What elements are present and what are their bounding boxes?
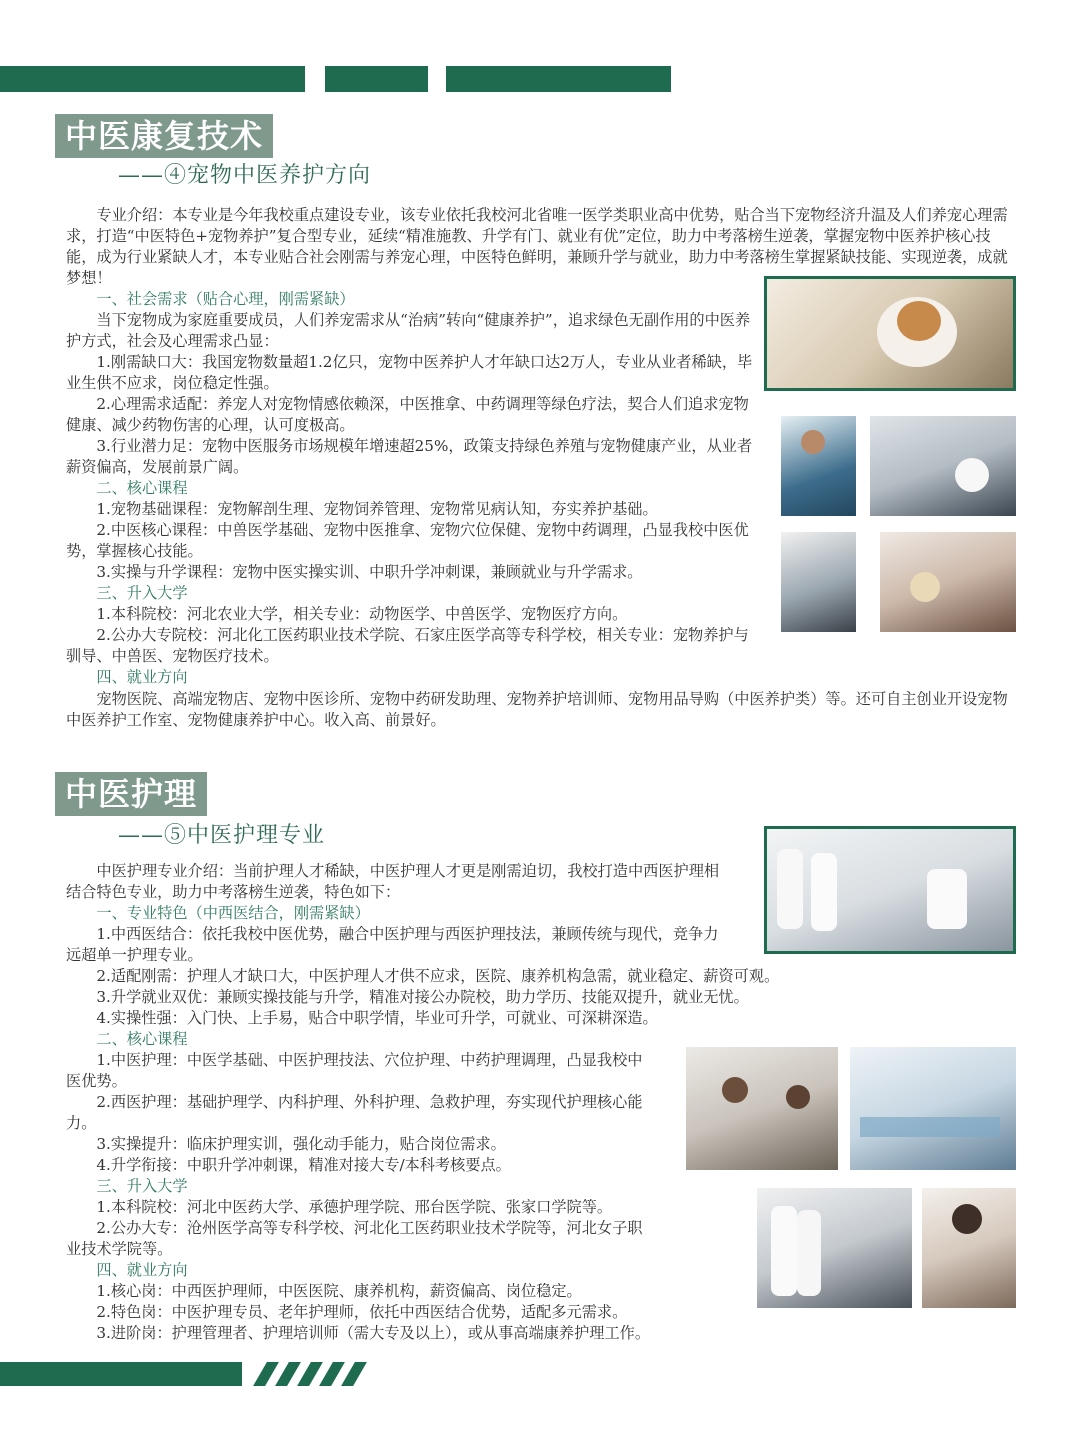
section1-head-1: 一、社会需求（贴合心理，刚需紧缺）	[96, 290, 355, 308]
section1-head-3: 三、升入大学	[96, 584, 188, 602]
nursing-class-photo	[764, 826, 1016, 954]
section2-para: 2.适配刚需：护理人才缺口大，中医护理人才供不应求，医院、康养机构急需，就业稳定、薪资可观。	[96, 967, 780, 985]
section1-head-2: 二、核心课程	[96, 479, 188, 497]
section1-para: 当下宠物成为家庭重要成员，人们养宠需求从“治病”转向“健康养护”，追求绿色无副作用的中医养护方式，社会及心理需求凸显：	[66, 311, 751, 350]
pet-care-photo-1	[781, 416, 856, 516]
section2-para: 3.进阶岗：护理管理者、护理培训师（需大专及以上），或从事高端康养护理工作。	[96, 1324, 651, 1342]
nursing-practice-photo-4	[922, 1188, 1016, 1308]
section2-body-top	[66, 861, 726, 966]
section-title-nursing: 中医护理	[55, 772, 207, 816]
pet-care-photo-3	[781, 532, 856, 632]
top-bar-left	[0, 66, 305, 92]
section2-head-2: 二、核心课程	[96, 1030, 188, 1048]
section2-body-mid	[66, 1029, 656, 1344]
section1-para: 2.心理需求适配：养宠人对宠物情感依赖深，中医推拿、中药调理等绿色疗法，契合人们追求宠物健康、减少药物伤害的心理，认可度极高。	[66, 395, 749, 434]
nursing-practice-photo-3	[757, 1188, 912, 1308]
section-title-rehab: 中医康复技术	[55, 114, 273, 158]
section2-para: 3.升学就业双优：兼顾实操技能与升学，精准对接公办院校，助力学历、技能双提升，就业无忧。	[96, 988, 749, 1006]
section1-body	[66, 289, 756, 688]
section1-head-4: 四、就业方向	[96, 668, 188, 686]
section1-para: 1.本科院校：河北农业大学，相关专业：动物医学、中兽医学、宠物医疗方向。	[96, 605, 628, 623]
section2-body-wide	[66, 966, 1016, 1029]
section1-para: 1.宠物基础课程：宠物解剖生理、宠物饲养管理、宠物常见病认知，夯实养护基础。	[96, 500, 658, 518]
top-bar-middle	[325, 66, 428, 92]
section2-para: 2.公办大专：沧州医学高等专科学校、河北化工医药职业技术学院等，河北女子职业技术学院等。	[66, 1219, 643, 1258]
footer-stripe	[341, 1362, 367, 1386]
footer-stripe	[275, 1362, 301, 1386]
section2-para: 2.西医护理：基础护理学、内科护理、外科护理、急救护理，夯实现代护理核心能力。	[66, 1093, 643, 1132]
section2-para: 1.本科院校：河北中医药大学、承德护理学院、邢台医学院、张家口学院等。	[96, 1198, 613, 1216]
footer-stripe	[253, 1362, 279, 1386]
section2-head-4: 四、就业方向	[96, 1261, 188, 1279]
section1-para: 2.中医核心课程：中兽医学基础、宠物中医推拿、宠物穴位保健、宠物中药调理，凸显我校中医优势，掌握核心技能。	[66, 521, 749, 560]
section2-head-3: 三、升入大学	[96, 1177, 188, 1195]
section2-para: 4.实操性强：入门快、上手易，贴合中职学情，毕业可升学，可就业、可深耕深造。	[96, 1009, 658, 1027]
section1-para: 3.实操与升学课程：宠物中医实操实训、中职升学冲刺课，兼顾就业与升学需求。	[96, 563, 643, 581]
footer-bar	[0, 1362, 242, 1386]
top-bar-right	[446, 66, 671, 92]
section2-head-1: 一、专业特色（中西医结合，刚需紧缺）	[96, 904, 370, 922]
section1-para: 2.公办大专院校：河北化工医药职业技术学院、石家庄医学高等专科学校，相关专业：宠物养护与驯导、中兽医、宠物医疗技术。	[66, 626, 749, 665]
section2-para: 1.核心岗：中西医护理师，中医医院、康养机构，薪资偏高、岗位稳定。	[96, 1282, 582, 1300]
section-subtitle-nursing: ——⑤中医护理专业	[118, 823, 326, 848]
section1-employment	[66, 689, 1016, 731]
section1-para: 3.行业潜力足：宠物中医服务市场规模年增速超25%，政策支持绿色养殖与宠物健康产业，从业者薪资偏高，发展前景广阔。	[66, 437, 753, 476]
nursing-practice-photo-2	[850, 1047, 1016, 1170]
section2-para: 1.中西医结合：依托我校中医优势，融合中医护理与西医护理技法，兼顾传统与现代，竞争力远超单一护理专业。	[66, 925, 719, 964]
section2-para: 4.升学衔接：中职升学冲刺课，精准对接大专/本科考核要点。	[96, 1156, 511, 1174]
footer-stripe	[297, 1362, 323, 1386]
section1-para: 1.刚需缺口大：我国宠物数量超1.2亿只，宠物中医养护人才年缺口达2万人，专业从业者稀缺，毕业生供不应求，岗位稳定性强。	[66, 353, 753, 392]
footer-stripe	[319, 1362, 345, 1386]
section-subtitle-pet: ——④宠物中医养护方向	[118, 163, 372, 188]
section2-para: 3.实操提升：临床护理实训，强化动手能力，贴合岗位需求。	[96, 1135, 506, 1153]
section2-para: 1.中医护理：中医学基础、中医护理技法、穴位护理、中药护理调理，凸显我校中医优势。	[66, 1051, 643, 1090]
intro-paragraph: 专业介绍：本专业是今年我校重点建设专业，该专业依托我校河北省唯一医学类职业高中优势，贴合当下宠物经济升温及人们养宠心理需求，打造“中医特色+宠物养护”复合型专业，延续“精准施教、升学有门、就业有优”定位，助力中考落榜生逆袭，掌握宠物中医养护核心技能，成为行业紧缺人才，本专业贴合社会刚需与养宠心理，中医特色鲜明，兼顾升学与就业，助力中考落榜生掌握紧缺技能、实现逆袭，成就梦想！	[66, 206, 1008, 287]
dog-photo	[764, 276, 1016, 391]
section1-para: 宠物医院、高端宠物店、宠物中医诊所、宠物中药研发助理、宠物养护培训师、宠物用品导购（中医养护类）等。还可自主创业开设宠物中医养护工作室、宠物健康养护中心。收入高、前景好。	[66, 690, 1008, 729]
section2-para: 中医护理专业介绍：当前护理人才稀缺，中医护理人才更是刚需迫切，我校打造中西医护理相结合特色专业，助力中考落榜生逆袭，特色如下：	[66, 862, 720, 901]
section2-para: 2.特色岗：中医护理专员、老年护理师，依托中西医结合优势，适配多元需求。	[96, 1303, 628, 1321]
pet-care-photo-2	[870, 416, 1016, 516]
nursing-practice-photo-1	[686, 1047, 838, 1170]
pet-care-photo-4	[880, 532, 1016, 632]
